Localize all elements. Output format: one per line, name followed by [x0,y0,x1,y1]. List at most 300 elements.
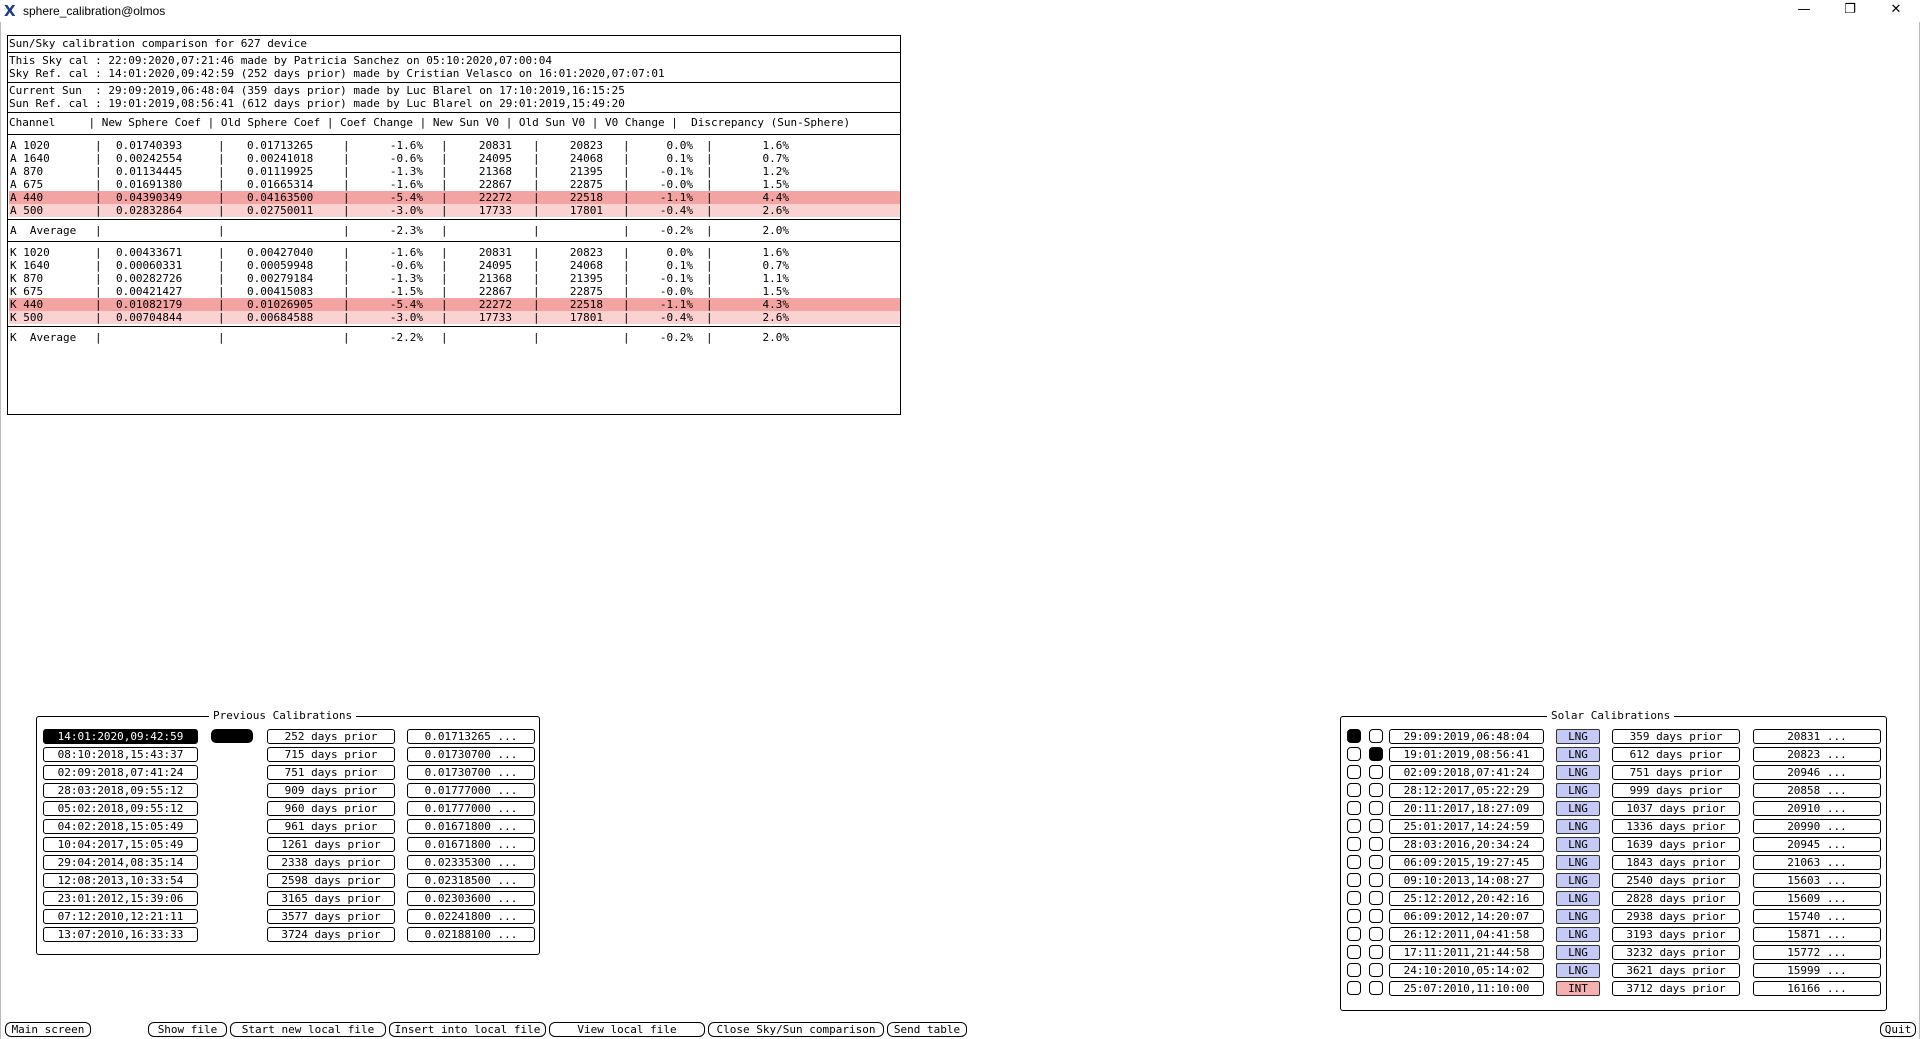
solar-cal-v0-button[interactable]: 20831 ... [1753,729,1881,744]
channel-k-row [9,298,900,311]
column-separator: | [706,165,713,178]
close-window-button[interactable]: ✕ [1890,2,1902,17]
window-border-left [0,22,1,1039]
reference-sun-radio[interactable] [1369,765,1383,779]
column-separator: | [441,298,448,311]
previous-cal-date-button[interactable]: 14:01:2020,09:42:59 [43,729,198,744]
solar-cal-type-badge: LNG [1556,729,1600,744]
cell-cc: -1.6% [389,178,423,191]
column-separator: | [218,331,225,344]
column-separator: | [95,298,102,311]
cell-ch: A Average [10,224,77,237]
channel-a-row [9,152,900,165]
show-file-button[interactable]: Show file [148,1022,227,1037]
column-separator: | [706,285,713,298]
column-separator: | [218,272,225,285]
reference-sun-radio[interactable] [1369,963,1383,977]
cell-cc: -0.6% [389,152,423,165]
sky-ref-line: Sky Ref. cal : 14:01:2020,09:42:59 (252 days prior) made by Cristian Velasco on 16:01:2020,07:07:01 [9,67,665,80]
cell-ov: 22518 [569,191,603,204]
solar-cal-date-button[interactable]: 25:07:2010,11:10:00 [1389,981,1544,996]
column-separator: | [95,246,102,259]
channel-k-average-block [8,327,900,348]
cell-d: 1.5% [762,285,789,298]
solar-cal-days-field: 999 days prior [1612,783,1740,798]
column-separator: | [623,298,630,311]
cell-vc: 0.1% [666,152,693,165]
solar-cal-v0-button[interactable]: 20946 ... [1753,765,1881,780]
cell-cc: -1.6% [389,246,423,259]
column-separator: | [218,204,225,217]
column-separator: | [533,139,540,152]
column-separator: | [343,152,350,165]
previous-cal-days-field: 751 days prior [267,765,395,780]
column-separator: | [533,331,540,344]
column-separator: | [95,311,102,324]
previous-cal-coef-button[interactable]: 0.02188100 ... [407,927,535,942]
reference-sun-radio[interactable] [1369,819,1383,833]
column-header-block [8,113,900,135]
reference-sun-radio[interactable] [1369,909,1383,923]
current-sun-radio[interactable] [1347,945,1361,959]
column-separator: | [623,285,630,298]
current-sun-radio[interactable] [1347,909,1361,923]
column-separator: | [441,224,448,237]
solar-cal-v0-button[interactable]: 15999 ... [1753,963,1881,978]
previous-cal-coef-button[interactable]: 0.01671800 ... [407,837,535,852]
solar-cal-v0-button[interactable]: 20823 ... [1753,747,1881,762]
cell-vc: 0.0% [666,246,693,259]
previous-cal-coef-button[interactable]: 0.01777000 ... [407,801,535,816]
cell-old: 0.02750011 [247,204,314,217]
column-separator: | [441,331,448,344]
solar-cal-date-button[interactable]: 19:01:2019,08:56:41 [1389,747,1544,762]
previous-cal-days-field: 961 days prior [267,819,395,834]
channel-a-row [9,191,900,204]
solar-cal-v0-button[interactable]: 20858 ... [1753,783,1881,798]
column-separator: | [623,224,630,237]
column-separator: | [343,224,350,237]
column-separator: | [218,298,225,311]
column-separator: | [706,152,713,165]
reference-sun-radio[interactable] [1369,945,1383,959]
column-separator: | [706,311,713,324]
cell-ch: A 870 [10,165,44,178]
previous-calibrations-panel [36,709,540,955]
previous-cal-days-field: 1261 days prior [267,837,395,852]
view-local-file-button[interactable]: View local file [549,1022,705,1037]
comparison-panel [7,35,901,415]
solar-cal-date-button[interactable]: 06:09:2012,14:20:07 [1389,909,1544,924]
solar-cal-type-badge: LNG [1556,945,1600,960]
column-separator: | [343,178,350,191]
column-separator: | [706,272,713,285]
selected-marker [211,729,253,743]
x-app-icon: X [4,2,16,20]
sky-cal-line: This Sky cal : 22:09:2020,07:21:46 made by Patricia Sanchez on 05:10:2020,07:00:04 [9,54,553,67]
channel-a-row [9,204,900,217]
cell-d: 4.4% [762,191,789,204]
cell-cc: -3.0% [389,204,423,217]
reference-sun-radio[interactable] [1369,927,1383,941]
previous-cal-date-button[interactable]: 29:04:2014,08:35:14 [43,855,198,870]
previous-cal-date-button[interactable]: 10:04:2017,15:05:49 [43,837,198,852]
column-separator: | [533,224,540,237]
cell-d: 0.7% [762,152,789,165]
solar-cal-v0-button[interactable]: 15740 ... [1753,909,1881,924]
column-separator: | [441,165,448,178]
reference-sun-radio[interactable] [1369,855,1383,869]
reference-sun-radio[interactable] [1369,747,1383,761]
solar-cal-days-field: 1843 days prior [1612,855,1740,870]
solar-cal-date-button[interactable]: 28:12:2017,05:22:29 [1389,783,1544,798]
cell-nv: 22272 [478,298,512,311]
solar-cal-date-button[interactable]: 26:12:2011,04:41:58 [1389,927,1544,942]
previous-cal-days-field: 3724 days prior [267,927,395,942]
solar-cal-type-badge: LNG [1556,909,1600,924]
cell-vc: -0.2% [659,224,693,237]
column-separator: | [441,204,448,217]
cell-ch: K 440 [10,298,44,311]
column-separator: | [343,311,350,324]
cell-ch: A 1020 [10,139,50,152]
cell-new: 0.02832864 [116,204,183,217]
column-separator: | [218,152,225,165]
cell-ov: 21395 [569,165,603,178]
cell-vc: 0.0% [666,139,693,152]
current-sun-radio[interactable] [1347,981,1361,995]
previous-cal-date-button[interactable]: 02:09:2018,07:41:24 [43,765,198,780]
column-separator: | [95,272,102,285]
solar-cal-days-field: 2938 days prior [1612,909,1740,924]
column-separator: | [95,178,102,191]
cell-ch: K 500 [10,311,44,324]
column-separator: | [441,139,448,152]
solar-cal-date-button[interactable]: 25:12:2012,20:42:16 [1389,891,1544,906]
channel-k-row [9,259,900,272]
cell-cc: -2.2% [389,331,423,344]
solar-cal-type-badge: LNG [1556,819,1600,834]
column-separator: | [623,311,630,324]
previous-cal-date-button[interactable]: 04:02:2018,15:05:49 [43,819,198,834]
previous-cal-date-button[interactable]: 28:03:2018,09:55:12 [43,783,198,798]
solar-cal-type-badge: LNG [1556,837,1600,852]
column-separator: | [343,204,350,217]
cell-d: 1.6% [762,139,789,152]
previous-cal-coef-button[interactable]: 0.02318500 ... [407,873,535,888]
previous-cal-date-button[interactable]: 08:10:2018,15:43:37 [43,747,198,762]
reference-sun-radio[interactable] [1369,837,1383,851]
cell-nv: 22867 [478,178,512,191]
cell-ov: 22875 [569,178,603,191]
current-sun-radio[interactable] [1347,927,1361,941]
cell-ov: 24068 [569,259,603,272]
column-separator: | [706,224,713,237]
solar-cal-days-field: 359 days prior [1612,729,1740,744]
current-sun-radio[interactable] [1347,783,1361,797]
previous-cal-days-field: 3577 days prior [267,909,395,924]
cell-ch: K 1020 [10,246,50,259]
column-separator: | [533,246,540,259]
cell-nv: 22867 [478,285,512,298]
solar-cal-v0-button[interactable]: 20945 ... [1753,837,1881,852]
solar-cal-v0-button[interactable]: 16166 ... [1753,981,1881,996]
column-separator: | [343,259,350,272]
solar-cal-type-badge: INT [1556,981,1600,996]
current-sun-radio[interactable] [1347,801,1361,815]
column-separator: | [441,259,448,272]
column-separator: | [441,152,448,165]
current-sun-radio[interactable] [1347,747,1361,761]
cell-nv: 17733 [478,311,512,324]
column-separator: | [623,139,630,152]
column-separator: | [441,285,448,298]
send-table-button[interactable]: Send table [887,1022,967,1037]
solar-cal-days-field: 1037 days prior [1612,801,1740,816]
channel-a-row [9,139,900,152]
column-separator: | [441,311,448,324]
cell-new: 0.00242554 [116,152,183,165]
previous-cal-date-button[interactable]: 12:08:2013,10:33:54 [43,873,198,888]
column-separator: | [533,259,540,272]
previous-cal-date-button[interactable]: 13:07:2010,16:33:33 [43,927,198,942]
solar-cal-date-button[interactable]: 20:11:2017,18:27:09 [1389,801,1544,816]
cell-cc: -1.6% [389,139,423,152]
solar-cal-days-field: 3712 days prior [1612,981,1740,996]
cell-ch: A 500 [10,204,44,217]
cell-nv: 21368 [478,272,512,285]
restore-button[interactable]: ❐ [1844,2,1856,17]
solar-calibrations-panel [1340,709,1887,1011]
cell-old: 0.00279184 [247,272,314,285]
cell-d: 2.0% [762,224,789,237]
previous-cal-coef-button[interactable]: 0.02241800 ... [407,909,535,924]
previous-cal-date-button[interactable]: 05:02:2018,09:55:12 [43,801,198,816]
column-separator: | [343,246,350,259]
reference-sun-radio[interactable] [1369,873,1383,887]
cell-vc: -0.0% [659,285,693,298]
column-separator: | [95,191,102,204]
column-separator: | [623,246,630,259]
channel-a-average-block [8,220,900,242]
column-separator: | [343,165,350,178]
reference-sun-radio[interactable] [1369,729,1383,743]
cell-old: 0.00684588 [247,311,314,324]
solar-cal-date-button[interactable]: 29:09:2019,06:48:04 [1389,729,1544,744]
column-separator: | [343,331,350,344]
column-separator: | [95,165,102,178]
solar-cal-date-button[interactable]: 24:10:2010,05:14:02 [1389,963,1544,978]
previous-cal-date-button[interactable]: 23:01:2012,15:39:06 [43,891,198,906]
cell-d: 1.1% [762,272,789,285]
current-sun-radio[interactable] [1347,873,1361,887]
column-separator: | [623,259,630,272]
channel-a-row [9,178,900,191]
cell-new: 0.01691380 [116,178,183,191]
solar-cal-date-button[interactable]: 09:10:2013,14:08:27 [1389,873,1544,888]
solar-cal-days-field: 2540 days prior [1612,873,1740,888]
start-new-local-file-button[interactable]: Start new local file [230,1022,386,1037]
column-separator: | [441,246,448,259]
previous-calibrations-title: Previous Calibrations [209,709,356,723]
cell-old: 0.00059948 [247,259,314,272]
solar-cal-days-field: 751 days prior [1612,765,1740,780]
cell-ov: 20823 [569,246,603,259]
column-separator: | [623,204,630,217]
column-separator: | [706,246,713,259]
column-separator: | [533,285,540,298]
column-separator: | [218,224,225,237]
reference-sun-radio[interactable] [1369,891,1383,905]
cell-vc: -0.4% [659,311,693,324]
column-separator: | [533,204,540,217]
column-separator: | [441,191,448,204]
previous-cal-coef-button[interactable]: 0.02335300 ... [407,855,535,870]
cell-nv: 22272 [478,191,512,204]
column-separator: | [95,285,102,298]
close-sky-sun-comparison-button[interactable]: Close Sky/Sun comparison [708,1022,884,1037]
current-sun-radio[interactable] [1347,963,1361,977]
solar-cal-type-badge: LNG [1556,855,1600,870]
solar-cal-v0-button[interactable]: 15603 ... [1753,873,1881,888]
column-separator: | [218,285,225,298]
cell-nv: 20831 [478,246,512,259]
previous-cal-days-field: 252 days prior [267,729,395,744]
column-separator: | [533,311,540,324]
previous-cal-coef-button[interactable]: 0.01777000 ... [407,783,535,798]
main-screen-button[interactable]: Main screen [5,1022,91,1037]
current-sun-radio[interactable] [1347,855,1361,869]
cell-ch: A 1640 [10,152,50,165]
column-separator: | [343,285,350,298]
cell-vc: -1.1% [659,298,693,311]
reference-sun-radio[interactable] [1369,981,1383,995]
sky-cal-block [8,53,900,83]
cell-ch: A 675 [10,178,44,191]
column-separator: | [95,331,102,344]
solar-cal-v0-button[interactable]: 15871 ... [1753,927,1881,942]
cell-ov: 22518 [569,298,603,311]
column-separator: | [533,165,540,178]
sun-cal-block [8,83,900,113]
cell-new: 0.00433671 [116,246,183,259]
cell-vc: -0.4% [659,204,693,217]
channel-k-block [8,242,900,327]
previous-cal-coef-button[interactable]: 0.01730700 ... [407,747,535,762]
column-separator: | [218,178,225,191]
column-separator: | [623,152,630,165]
insert-into-local-file-button[interactable]: Insert into local file [389,1022,546,1037]
solar-cal-v0-button[interactable]: 15772 ... [1753,945,1881,960]
cell-old: 0.01119925 [247,165,314,178]
solar-calibrations-title: Solar Calibrations [1547,709,1674,723]
current-sun-radio[interactable] [1347,819,1361,833]
column-separator: | [441,178,448,191]
cell-new: 0.00704844 [116,311,183,324]
solar-cal-v0-button[interactable]: 15609 ... [1753,891,1881,906]
cell-ch: K 675 [10,285,44,298]
column-separator: | [95,259,102,272]
solar-cal-v0-button[interactable]: 21063 ... [1753,855,1881,870]
previous-cal-coef-button[interactable]: 0.01730700 ... [407,765,535,780]
solar-cal-date-button[interactable]: 28:03:2016,20:34:24 [1389,837,1544,852]
cell-new: 0.01134445 [116,165,183,178]
column-separator: | [95,152,102,165]
cell-cc: -1.3% [389,272,423,285]
cell-old: 0.01665314 [247,178,314,191]
cell-old: 0.01713265 [247,139,314,152]
cell-new: 0.00421427 [116,285,183,298]
column-separator: | [706,259,713,272]
cell-nv: 17733 [478,204,512,217]
cell-new: 0.00060331 [116,259,183,272]
cell-ov: 20823 [569,139,603,152]
previous-cal-coef-button[interactable]: 0.01713265 ... [407,729,535,744]
solar-cal-date-button[interactable]: 25:01:2017,14:24:59 [1389,819,1544,834]
cell-ov: 24068 [569,152,603,165]
solar-cal-days-field: 3232 days prior [1612,945,1740,960]
column-separator: | [623,191,630,204]
column-separator: | [343,298,350,311]
solar-cal-type-badge: LNG [1556,963,1600,978]
solar-cal-type-badge: LNG [1556,765,1600,780]
cell-new: 0.01740393 [116,139,183,152]
solar-cal-type-badge: LNG [1556,783,1600,798]
cell-old: 0.04163500 [247,191,314,204]
cell-d: 1.5% [762,178,789,191]
previous-cal-days-field: 909 days prior [267,783,395,798]
channel-k-row [9,272,900,285]
previous-cal-days-field: 2598 days prior [267,873,395,888]
current-sun-radio[interactable] [1347,765,1361,779]
solar-cal-days-field: 1639 days prior [1612,837,1740,852]
solar-cal-date-button[interactable]: 02:09:2018,07:41:24 [1389,765,1544,780]
solar-cal-days-field: 3193 days prior [1612,927,1740,942]
current-sun-radio[interactable] [1347,891,1361,905]
cell-old: 0.01026905 [247,298,314,311]
solar-cal-v0-button[interactable]: 20990 ... [1753,819,1881,834]
cell-d: 2.6% [762,311,789,324]
previous-cal-date-button[interactable]: 07:12:2010,12:21:11 [43,909,198,924]
cell-cc: -5.4% [389,298,423,311]
solar-cal-date-button[interactable]: 06:09:2015,19:27:45 [1389,855,1544,870]
comparison-header-block [8,36,900,53]
solar-cal-v0-button[interactable]: 20910 ... [1753,801,1881,816]
cell-cc: -0.6% [389,259,423,272]
current-sun-radio[interactable] [1347,837,1361,851]
column-separator: | [218,259,225,272]
solar-cal-date-button[interactable]: 17:11:2011,21:44:58 [1389,945,1544,960]
previous-cal-coef-button[interactable]: 0.01671800 ... [407,819,535,834]
quit-button[interactable]: Quit [1880,1022,1916,1037]
current-sun-line: Current Sun : 29:09:2019,06:48:04 (359 days prior) made by Luc Blarel on 17:10:2019,16:15:25 [9,84,625,97]
column-separator: | [533,178,540,191]
cell-cc: -2.3% [389,224,423,237]
cell-ch: A 440 [10,191,44,204]
minimize-button[interactable]: — [1797,2,1811,17]
solar-cal-type-badge: LNG [1556,873,1600,888]
current-sun-radio[interactable] [1347,729,1361,743]
column-separator: | [218,165,225,178]
reference-sun-radio[interactable] [1369,783,1383,797]
cell-old: 0.00427040 [247,246,314,259]
reference-sun-radio[interactable] [1369,801,1383,815]
previous-cal-coef-button[interactable]: 0.02303600 ... [407,891,535,906]
cell-ch: K 1640 [10,259,50,272]
column-separator: | [623,165,630,178]
cell-d: 2.6% [762,204,789,217]
cell-vc: 0.1% [666,259,693,272]
